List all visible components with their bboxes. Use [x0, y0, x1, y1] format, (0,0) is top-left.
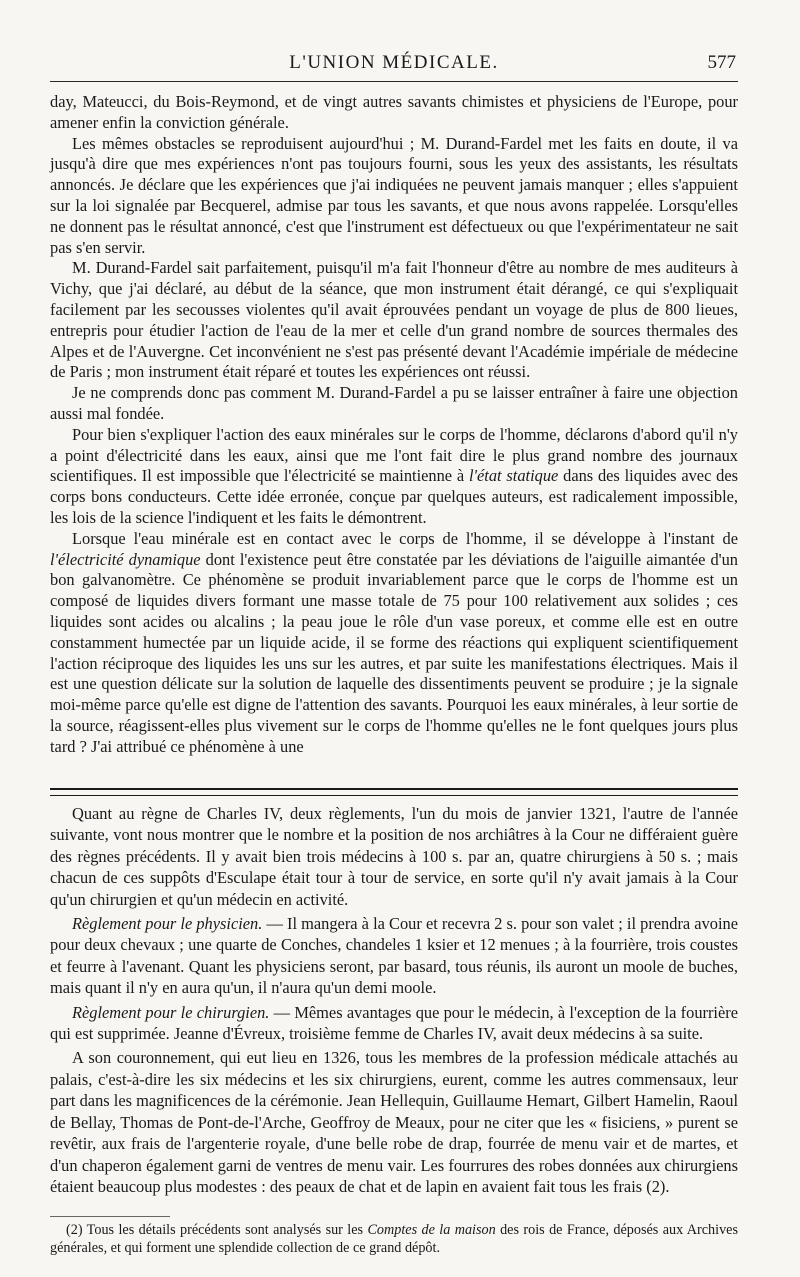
feuilleton-separator — [50, 788, 738, 796]
paragraph-text: Pour bien s'expliquer l'action des eaux minérales sur le corps de l'homme, déclarons d'abord qu'il n'y a point d'électricité dans les eaux, ainsi que me l'ont fait dire le plus grand nombre des journaux scientifiques. Il est impossible que l'électricité se maintienne à — [50, 424, 738, 486]
article-paragraph — [50, 425, 738, 529]
article-paragraph: Je ne comprends donc pas comment M. Durand-Fardel a pu se laisser entraîner à faire une objection aussi mal fondée. — [50, 383, 738, 423]
article-paragraph: M. Durand-Fardel sait parfaitement, puisqu'il m'a fait l'honneur d'être au nombre de mes auditeurs à Vichy, que j'ai déclaré, au début de la séance, que mon instrument était dérangé, ce qui s'expliquait facilement par les secousses violentes qu'il avait éprouvées pendant un voyage de plus de 800 lieues, entrepris pour étudier l'action de l'eau de la mer et celle d'un grand nombre de sources thermales des Alpes et de l'Auvergne. Cet inconvénient ne s'est pas présenté devant l'Académie impériale de médecine de Paris ; mon instrument était réparé et toutes les expériences ont réussi. — [50, 258, 738, 382]
regulation-title: Règlement pour le physicien. — [72, 914, 263, 934]
paragraph-text: — Mêmes avantages que pour le médecin, à l'exception de la fourrière qui est supprimée. Jeanne d'Évreux, troisième femme de Charles IV, avait deux médecins à sa suite. — [50, 1002, 738, 1044]
article-paragraph — [50, 529, 738, 758]
footnote-text: (2) Tous les détails précédents sont analysés sur les — [66, 1222, 368, 1238]
footnote-rule — [50, 1216, 170, 1217]
regulation-title: Règlement pour le chirurgien. — [72, 1002, 270, 1022]
article-paragraph: Les mêmes obstacles se reproduisent aujourd'hui ; M. Durand-Fardel met les faits en doute, il va jusqu'à dire que mes expériences n'ont pas toujours fourni, sous les yeux des assistants, les résultats annoncés. Je déclare que les expériences que j'ai indiquées ne peuvent jamais manquer ; elles s'appuient sur la loi signalée par Becquerel, admise par tous les savants, et que nous avons rappelée. Lorsqu'elles ne donnent pas le résultat annoncé, c'est que l'instrument est défectueux ou que l'expérimentateur ne sait pas s'en servir. — [50, 133, 738, 257]
paragraph-text: dans des liquides avec des corps bons conducteurs. Cette idée erronée, conçue par quelques auteurs, est radicalement impossible, les lois de la science l'indiquent et les faits le démontrent. — [50, 466, 739, 527]
paragraph-text: dont l'existence peut être constatée par les déviations de l'aiguille aimantée d'un bon galvanomètre. Ce phénomène se produit invariablement parce que le corps de l'homme est un composé de liquides divers formant une masse totale de 75 pour 100 relativement aux solides ; ces liquides sont acides ou alcalins ; la peau joue le rôle d'un vase poreux, et comme elle est en outre constamment humectée par un liquide acide, il se forme des réactions qui expliquent scientifiquement l'action réciproque des liquides les uns sur les autres, et par suite les manifestations électriques. Mais il est une question délicate sur la solution de laquelle des dissentiments peuvent se produire ; je la signale moi-même parce qu'elle est digne de l'attention des savants. Pourquoi les eaux minérales, à leur sortie de la source, réagissent-elles plus vivement sur le corps de l'homme qu'elles ne le font quelques jours plus tard ? J'ai attribué ce phénomène à une — [50, 549, 738, 756]
footnote — [50, 1221, 738, 1257]
header-rule — [50, 81, 738, 82]
emphasis-text: l'état statique — [468, 466, 559, 486]
paragraph-text: — Il mangera à la Cour et recevra 2 s. pour son valet ; il prendra avoine pour deux chevaux ; une quarte de Conches, chandeles 1 ksier et 12 menues ; à la fourrière, trois coustes et feurre à l'avenant. Quant les physiciens seront, par basard, tous réunis, ils auront un moole de buches, mais quant il n'y en aura qu'un, il n'aura qu'un demi moole. — [50, 914, 738, 998]
paragraph-text: Lorsque l'eau minérale est en contact avec le corps de l'homme, il se développe à l'instant de — [72, 528, 738, 548]
footnote-text: des rois de France, déposés aux Archives générales, et qui forment une splendide collection de ce grand dépôt. — [50, 1222, 738, 1256]
footnote-emphasis: Comptes de la maison — [367, 1222, 496, 1238]
feuilleton-paragraph: A son couronnement, qui eut lieu en 1326, tous les membres de la profession médicale attachés au palais, c'est-à-dire les six médecins et les six chirurgiens, eurent, comme les autres commensaux, leur part dans les magnificences de la cérémonie. Jean Hellequin, Guillaume Hemart, Gilbert Hamelin, Raoul de Bellay, Thomas de Pont-de-l'Arche, Geoffroy de Meaux, pour ne citer que les « fisiciens, » purent se revêtir, aux frais de l'argenterie royale, d'une belle robe de drap, fourrée de menu vair et de martes, et d'un chaperon également garni de ventres de menu vair. Les fourrures des robes données aux chirurgiens étaient beaucoup plus modestes : des peaux de chat et de lapin en avaient fait tous les frais (2). — [50, 1048, 738, 1196]
feuilleton-paragraph: Quant au règne de Charles IV, deux règlements, l'un du mois de janvier 1321, l'autre de l'année suivante, vont nous montrer que le nombre et la position de nos archiâtres à la Cour ne différaient guère des règnes précédents. Il y avait bien trois médecins à 100 s. par an, quatre chirurgiens à 50 s. ; mais chacun de ces suppôts d'Esculape était tour à tour de service, en sorte qu'il n'y avait jamais à la Cour qu'un chirurgien et qu'un médecin en activité. — [50, 804, 738, 909]
feuilleton-paragraph — [50, 1002, 738, 1045]
feuilleton-paragraph — [50, 913, 738, 999]
emphasis-text: l'électricité dynamique — [50, 549, 201, 569]
page-number: 577 — [707, 52, 736, 73]
main-article — [50, 92, 738, 758]
article-paragraph: day, Mateucci, du Bois-Reymond, et de vingt autres savants chimistes et physiciens de l'Europe, pour amener enfin la conviction générale. — [50, 92, 738, 132]
running-head — [50, 44, 738, 78]
journal-title: L'UNION MÉDICALE. — [289, 52, 499, 73]
feuilleton-section — [50, 803, 738, 1197]
